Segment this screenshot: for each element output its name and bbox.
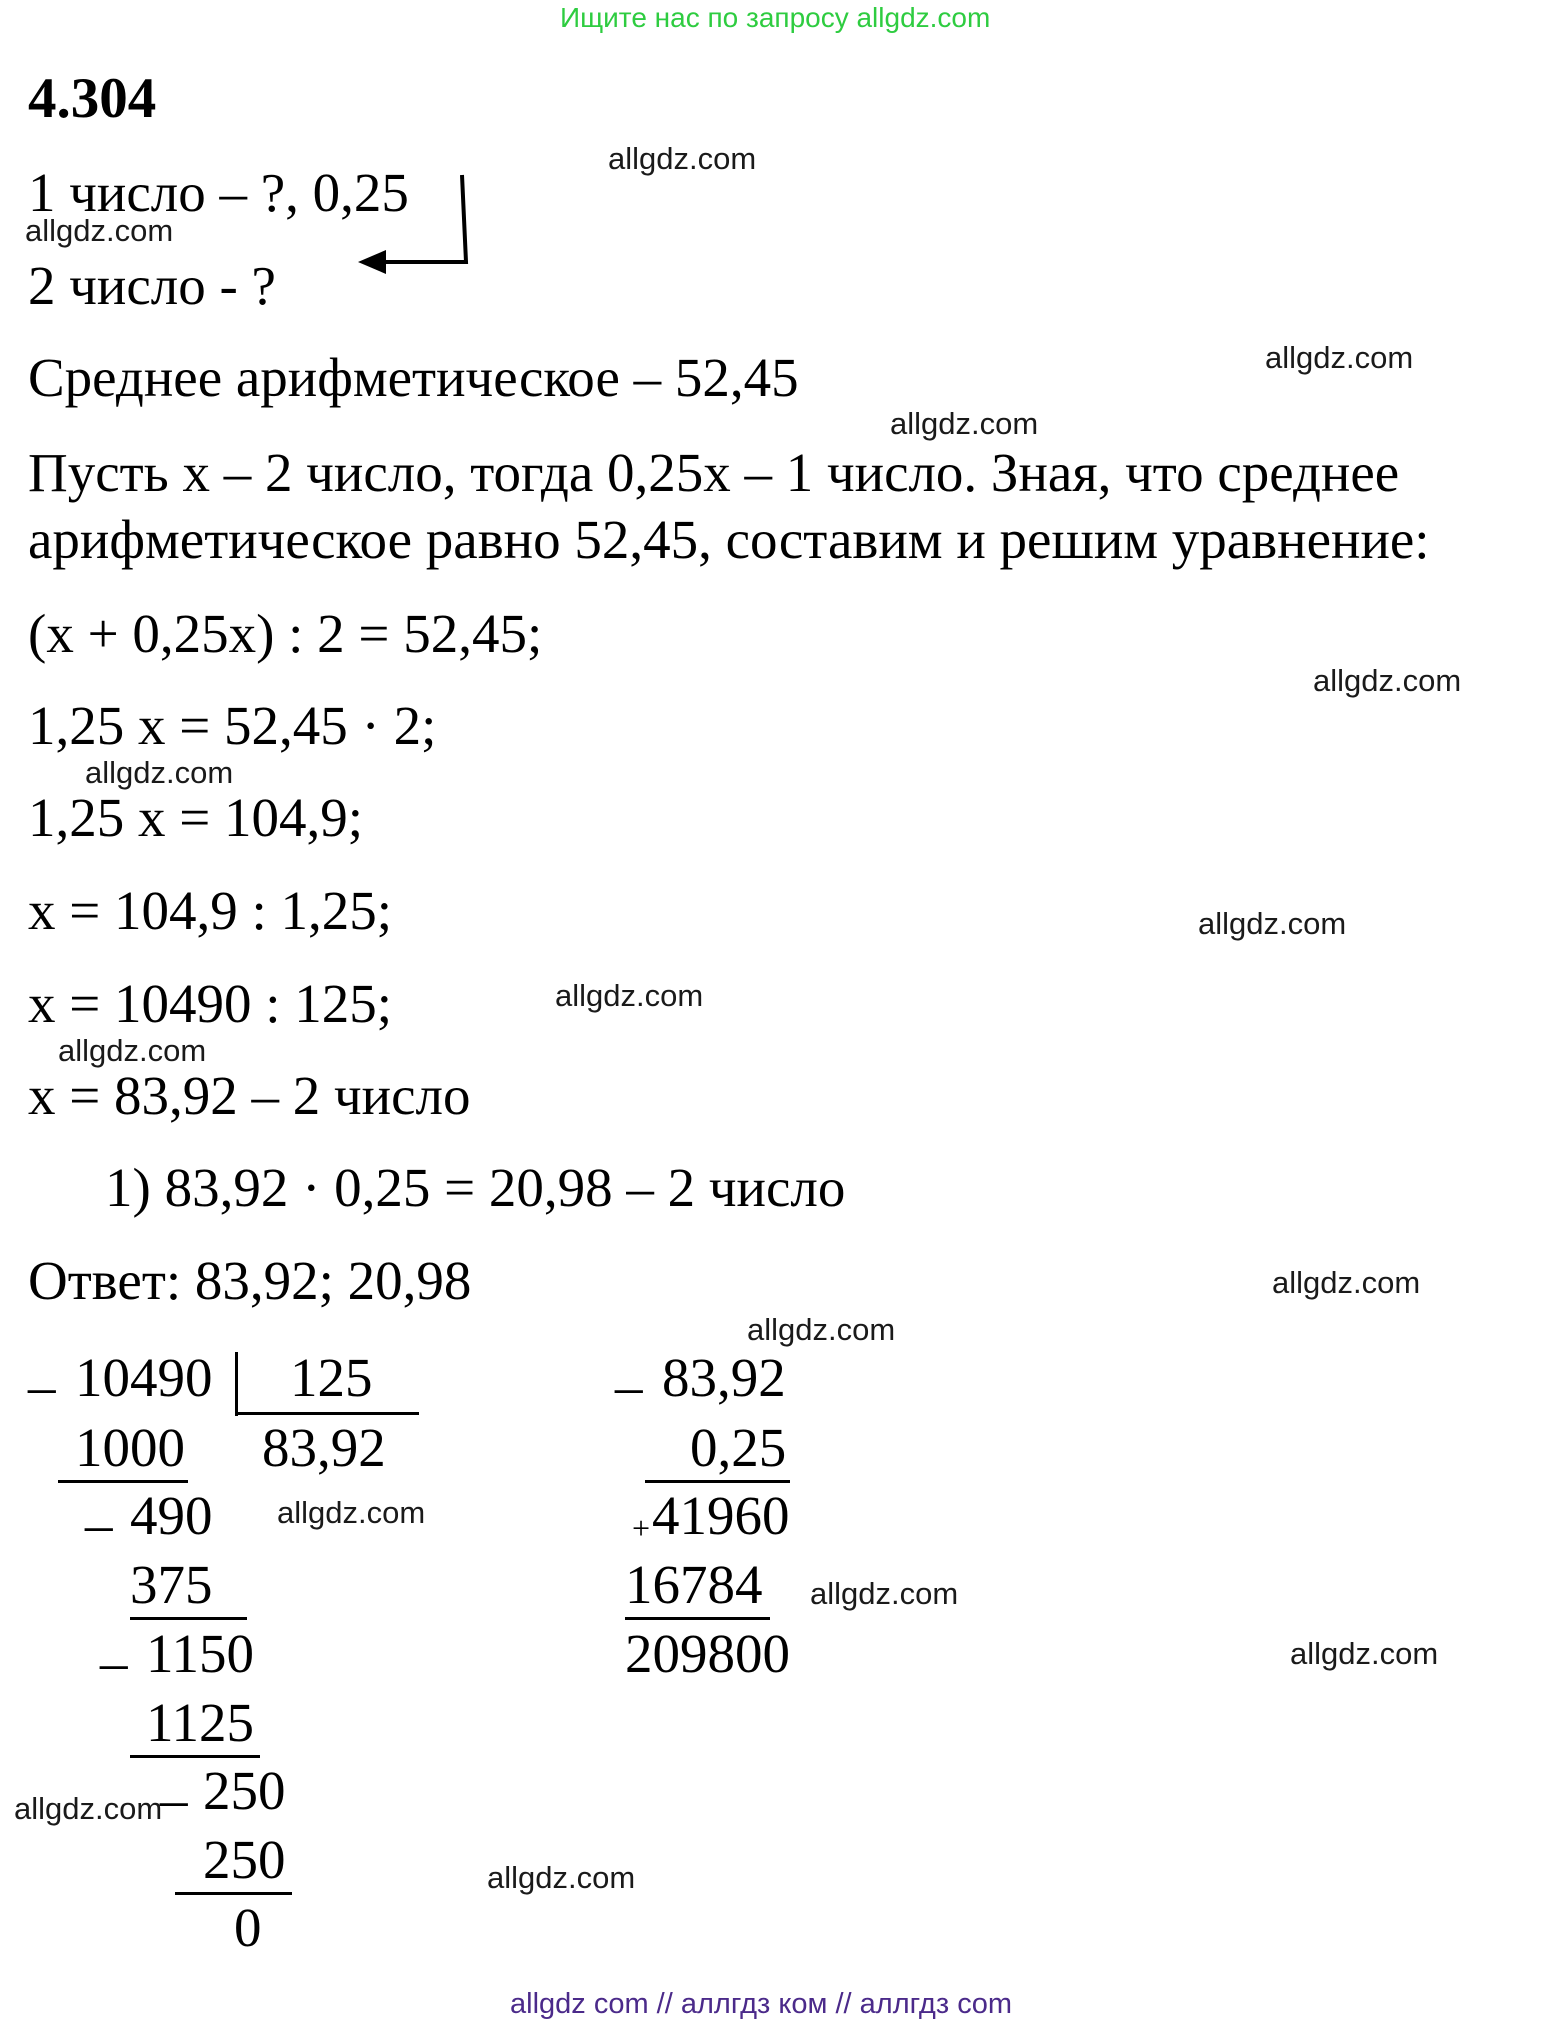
division-bar-horizontal xyxy=(235,1412,419,1415)
division-dividend: 10490 xyxy=(75,1347,213,1408)
division-subtrahend-1: 1000 xyxy=(75,1417,185,1478)
watermark: allgdz.com xyxy=(1290,1636,1439,1671)
bottom-banner[interactable]: allgdz com // аллгдз ком // аллгдз com xyxy=(510,1988,1012,2020)
multiplication-partial-1: 41960 xyxy=(652,1485,790,1546)
step-1: 1) 83,92 · 0,25 = 20,98 – 2 число xyxy=(105,1157,846,1218)
equation-6: x = 83,92 – 2 число xyxy=(28,1065,471,1126)
division-divisor: 125 xyxy=(290,1347,373,1408)
watermark: allgdz.com xyxy=(747,1312,896,1347)
equation-3: 1,25 x = 104,9; xyxy=(28,787,364,848)
condition-line-1: 1 число – ?, 0,25 xyxy=(28,162,409,223)
division-minus-3: _ xyxy=(100,1613,128,1674)
equation-2: 1,25 x = 52,45 · 2; xyxy=(28,695,437,756)
top-banner[interactable]: Ищите нас по запросу allgdz.com xyxy=(560,2,991,33)
watermark: allgdz.com xyxy=(555,978,704,1013)
division-minus-1: _ xyxy=(28,1337,56,1398)
condition-line-2: 2 число - ? xyxy=(28,255,276,316)
division-remainder-3: 250 xyxy=(203,1760,286,1821)
solution-text-1: Пусть x – 2 число, тогда 0,25x – 1 число. Зная, что среднее xyxy=(28,442,1400,503)
answer: Ответ: 83,92; 20,98 xyxy=(28,1250,472,1311)
division-subtrahend-3: 1125 xyxy=(146,1692,254,1753)
condition-line-3: Среднее арифметическое – 52,45 xyxy=(28,347,799,408)
watermark: allgdz.com xyxy=(1272,1265,1421,1300)
division-line-3 xyxy=(130,1755,260,1758)
watermark: allgdz.com xyxy=(277,1495,426,1530)
watermark: allgdz.com xyxy=(25,213,174,248)
watermark: allgdz.com xyxy=(608,141,757,176)
division-remainder-4: 0 xyxy=(234,1897,262,1958)
watermark: allgdz.com xyxy=(1198,906,1347,941)
solution-text-2: арифметическое равно 52,45, составим и решим уравнение: xyxy=(28,509,1430,570)
multiplication-partial-2: 16784 xyxy=(625,1554,763,1615)
multiplication-plus: + xyxy=(632,1510,651,1546)
equation-5: x = 10490 : 125; xyxy=(28,973,393,1034)
division-line-2 xyxy=(130,1617,247,1620)
watermark: allgdz.com xyxy=(1265,340,1414,375)
division-bar-vertical xyxy=(235,1352,238,1416)
multiplication-result: 209800 xyxy=(625,1623,790,1684)
equation-4: x = 104,9 : 1,25; xyxy=(28,880,393,941)
watermark: allgdz.com xyxy=(487,1860,636,1895)
division-minus-4: _ xyxy=(160,1750,188,1811)
division-line-1 xyxy=(58,1480,188,1483)
division-quotient: 83,92 xyxy=(262,1417,386,1478)
multiplication-line-1 xyxy=(645,1480,790,1483)
watermark: allgdz.com xyxy=(85,755,234,790)
division-remainder-1: 490 xyxy=(130,1485,213,1546)
division-remainder-2: 1150 xyxy=(146,1623,254,1684)
division-subtrahend-4: 250 xyxy=(203,1829,286,1890)
problem-number: 4.304 xyxy=(28,67,157,130)
multiplication-line-2 xyxy=(625,1617,770,1620)
watermark: allgdz.com xyxy=(890,406,1039,441)
watermark: allgdz.com xyxy=(58,1033,207,1068)
division-line-4 xyxy=(175,1892,292,1895)
watermark: allgdz.com xyxy=(14,1791,163,1826)
multiplication-minus: _ xyxy=(615,1337,643,1398)
division-minus-2: _ xyxy=(85,1475,113,1536)
watermark: allgdz.com xyxy=(1313,663,1462,698)
watermark: allgdz.com xyxy=(810,1576,959,1611)
division-subtrahend-2: 375 xyxy=(130,1554,213,1615)
multiplication-factor-1: 83,92 xyxy=(662,1347,786,1408)
equation-1: (x + 0,25x) : 2 = 52,45; xyxy=(28,603,543,664)
multiplication-factor-2: 0,25 xyxy=(690,1417,787,1478)
